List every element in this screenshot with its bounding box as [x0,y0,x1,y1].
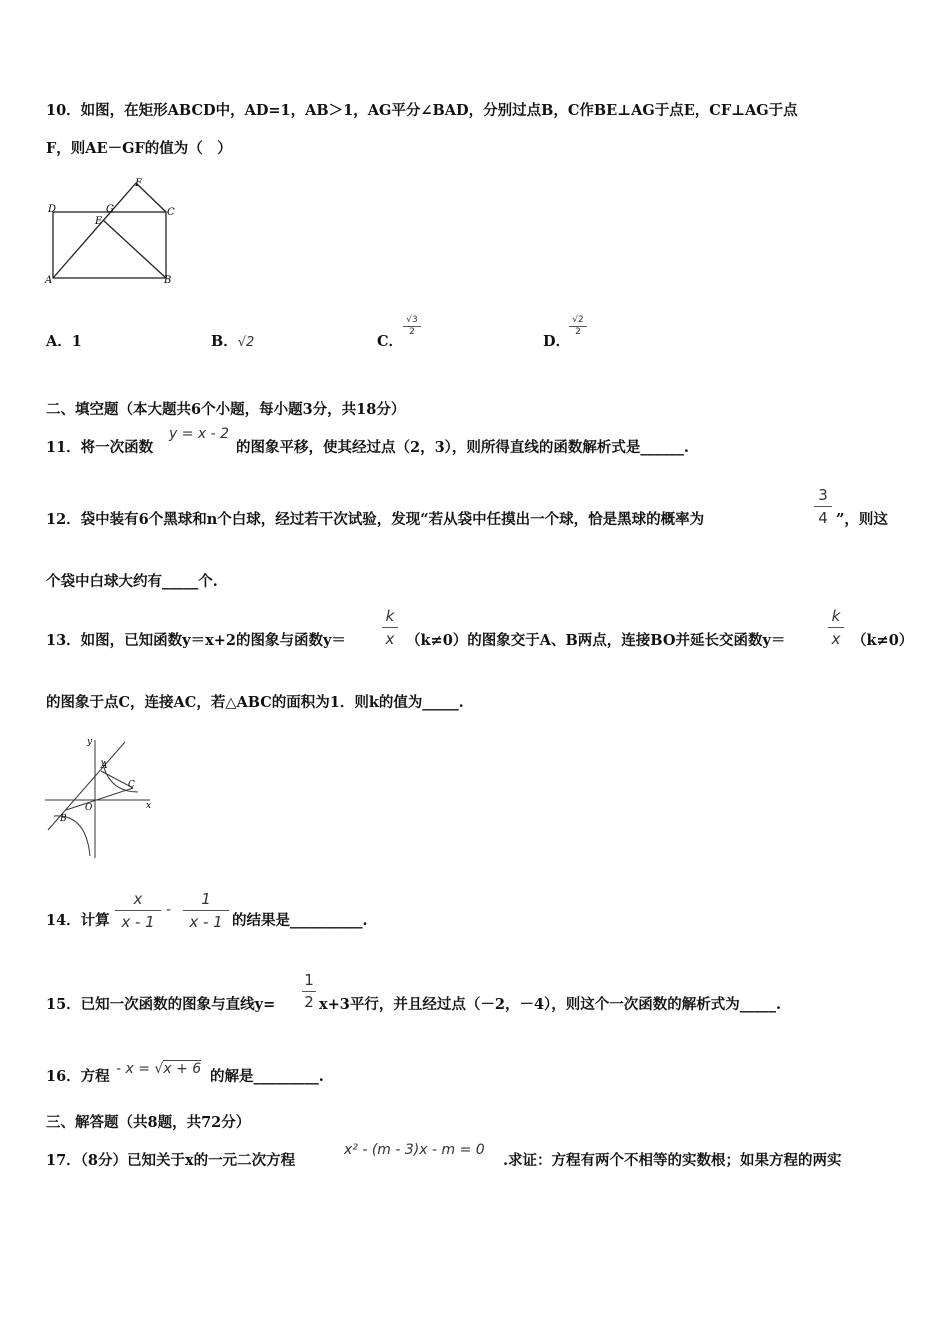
label-B: B [164,275,172,286]
q14-post: 的结果是__________. [232,912,368,929]
option-a: A．1 [46,333,82,350]
label-O: O [85,803,93,813]
q14-fraction-2 [183,888,229,933]
q14-pre: 14．计算 [46,912,110,929]
q11-pre: 11．将一次函数 [46,439,154,456]
q15-post: x+3平行，并且经过点（－2，－4），则这个一次函数的解析式为_____. [319,996,782,1013]
q17-pre: 17．（8分）已知关于x的一元二次方程 [46,1152,296,1169]
option-c-den: 2 [403,326,421,338]
section2-heading: 二、填空题（本大题共6个小题，每小题3分，共18分） [46,401,406,418]
q16-post: 的解是_________. [210,1068,324,1085]
option-d-den: 2 [569,326,587,338]
q16-left: - x = [116,1061,150,1077]
label-y: y [87,737,93,747]
q13-frac1-den: x [382,627,398,650]
q14-fraction-1 [115,888,161,933]
label-A13: A [101,761,108,771]
q15-pre: 15．已知一次函数的图象与直线y= [46,996,276,1013]
label-E: E [95,216,103,227]
q12-den: 4 [814,506,832,529]
q17-math: x² - (m - 3)x - m = 0 [344,1142,485,1158]
q12-line2: 个袋中白球大约有_____个. [46,573,218,590]
q12-post: ”，则这 [836,511,888,528]
q11-math: y = x - 2 [169,426,230,442]
q14-f2-den: x - 1 [183,910,229,933]
label-A: A [45,275,53,286]
label-C13: C [128,780,135,790]
q16-math: - x = √x + 6 [116,1061,202,1077]
option-c-num: √3 [406,315,418,325]
q16-pre: 16．方程 [46,1068,110,1085]
label-C: C [167,207,175,218]
q15-fraction [302,970,316,1013]
q13-post: （k≠0） [852,632,914,649]
q10-line1: 10．如图，在矩形ABCD中，AD=1，AB＞1，AG平分∠BAD，分别过点B，C作BE⊥AG于点E，CF⊥AG于点 [46,102,798,119]
q13-frac1-num: k [385,607,395,625]
option-b-label: B． [211,333,238,350]
label-G: G [106,204,114,215]
q12-num: 3 [818,486,828,504]
q13-frac2-num: k [831,607,841,625]
option-c-fraction [403,315,421,338]
q10-rectangle-figure [40,175,190,290]
q16-radicand: x + 6 [163,1061,202,1077]
option-d-num: √2 [572,315,584,325]
q11-post: 的图象平移，使其经过点（2，3），则所得直线的函数解析式是______. [236,439,689,456]
q13-graph-figure [42,732,157,862]
q13-mid: （k≠0）的图象交于A、B两点，连接BO并延长交函数y＝ [406,632,786,649]
q15-num: 1 [304,971,314,989]
q14-f1-den: x - 1 [115,910,161,933]
q13-fraction-2 [828,605,844,650]
q13-fraction-1 [382,605,398,650]
q14-f2-num: 1 [201,890,211,908]
label-B13: B [60,814,67,824]
q17-post: .求证：方程有两个不相等的实数根；如果方程的两实 [503,1152,842,1169]
q15-den: 2 [302,991,316,1013]
option-b [211,332,254,353]
label-D: D [48,204,57,215]
q10-line2: F，则AE－GF的值为（ ） [46,140,232,157]
label-F: F [135,178,142,189]
option-d-fraction [569,315,587,338]
section3-heading: 三、解答题（共8题，共72分） [46,1114,251,1131]
q12-pre: 12．袋中装有6个黑球和n个白球，经过若干次试验，发现“若从袋中任摸出一个球，恰是黑球的概率为 [46,511,705,528]
q13-pre: 13．如图，已知函数y＝x+2的图象与函数y＝ [46,632,346,649]
label-x: x [146,801,152,811]
q13-frac2-den: x [828,627,844,650]
option-b-math: √2 [237,335,255,350]
q14-f1-num: x [133,890,143,908]
q12-fraction [814,484,832,529]
option-d-label: D． [543,333,571,350]
q14-minus: - [166,902,172,918]
q13-line2: 的图象于点C，连接AC，若△ABC的面积为1．则k的值为_____. [46,694,464,711]
option-c-label: C． [377,333,404,350]
